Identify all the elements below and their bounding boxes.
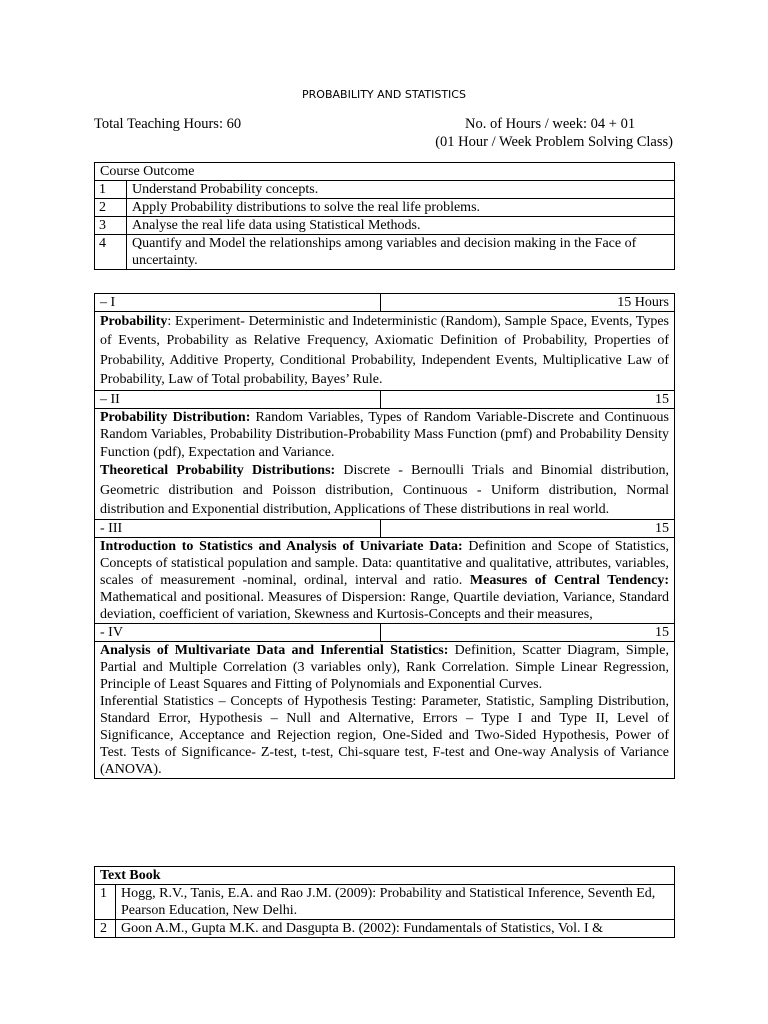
topic-heading: Analysis of Multivariate Data and Inferential Statistics: [100, 643, 449, 659]
topic-text: Inferential Statistics – Concepts of Hypothesis Testing: Parameter, Statistic, Sampling Distribution, Standard Error, Hypothesis – Null and Alternative, Errors – Type I and Type II, Level of Significance, Acceptance and Rejection region, One-Sided and Two-Sided Hypothesis, Power of Test. Tests of Significance- Z-test, t-test, Chi-square test, F-test and One-way Analysis of Variance (ANOVA). [100, 694, 669, 778]
book-number: 1 [95, 885, 116, 920]
problem-solving-note: (01 Hour / Week Problem Solving Class) [435, 134, 673, 150]
unit-header-row [95, 520, 675, 538]
topic-heading: Probability Distribution: [100, 409, 251, 425]
text-book-header [95, 867, 675, 885]
unit-hours: 15 [381, 520, 675, 538]
unit-hours: 15 [381, 624, 675, 642]
table-row [95, 235, 675, 270]
unit-label: - IV [95, 624, 381, 642]
outcome-text: Analyse the real life data using Statistical Methods. [127, 217, 675, 235]
text-book-table [94, 866, 675, 938]
unit-description [95, 538, 675, 624]
unit-header-row [95, 390, 675, 408]
book-number: 2 [95, 920, 116, 938]
unit-content-row [95, 538, 675, 624]
unit-paragraph [100, 461, 669, 519]
outcome-text: Quantify and Model the relationships among variables and decision making in the Face of uncertainty. [127, 235, 675, 270]
topic-text: Definition, Scatter Diagram, Simple, Partial and Multiple Correlation (3 variables only), Rank Correlation. Simple Linear Regression, Principle of Least Squares and Fitting of Polynomials and Exponential Curves. [100, 643, 670, 693]
outcome-text: Understand Probability concepts. [127, 181, 675, 199]
unit-hours: 15 [381, 390, 675, 408]
unit-content-row [95, 408, 675, 520]
book-reference: Goon A.M., Gupta M.K. and Dasgupta B. (2002): Fundamentals of Statistics, Vol. I & [116, 920, 675, 938]
page-title: PROBABILITY AND STATISTICS [302, 88, 466, 101]
unit-header-row [95, 624, 675, 642]
topic-heading: Probability [100, 314, 168, 329]
topic-text: Random Variables, Types of Random Variable-Discrete and Continuous Random Variables, Probability Distribution-Probability Mass Function (pmf) and Probability Density Function (pdf), Expectation and Variance. [100, 409, 670, 460]
unit-label: – II [95, 390, 381, 408]
table-row [95, 181, 675, 199]
unit-label: - III [95, 520, 381, 538]
unit-paragraph [100, 642, 669, 693]
unit-hours: 15 Hours [381, 294, 675, 312]
unit-description [95, 408, 675, 520]
table-row [95, 217, 675, 235]
outcome-number: 4 [95, 235, 127, 270]
topic-heading: Measures of Central Tendency: [469, 573, 669, 589]
unit-paragraph [100, 538, 669, 623]
unit-label: – I [95, 294, 381, 312]
outcome-number: 1 [95, 181, 127, 199]
text-book-header-label: Text Book [100, 868, 161, 883]
total-teaching-hours: Total Teaching Hours: 60 [94, 116, 242, 132]
topic-text: Mathematical and positional. Measures of Dispersion: Range, Quartile deviation, Variance, Standard deviation, coefficient of variation, Skewness and Kurtosis-Concepts and their measures, [100, 590, 669, 623]
unit-description [95, 642, 675, 779]
unit-description [95, 312, 675, 391]
syllabus-units-table [94, 293, 675, 779]
table-row [95, 199, 675, 217]
unit-paragraph [100, 693, 669, 778]
table-row [95, 885, 675, 920]
topic-text: : Experiment- Deterministic and Indeterministic (Random), Sample Space, Events, Types of Events, Probability as Relative Frequency, Axiomatic Definition of Probability, Properties of Probability, Additive Property, Conditional Probability, Independent Events, Multiplicative Law of Probability, Law of Total probability, Bayes’ Rule. [100, 314, 669, 388]
unit-paragraph [100, 312, 669, 390]
topic-text: Definition and Scope of Statistics, Concepts of statistical population and sample. Data: quantitative and qualitative, attributes, variables, scales of measurement -nominal, ordinal, interval and ratio. [100, 539, 669, 589]
topic-heading: Introduction to Statistics and Analysis of Univariate Data: [100, 539, 463, 555]
hours-per-week: No. of Hours / week: 04 + 01 [465, 116, 636, 132]
topic-text: Discrete - Bernoulli Trials and Binomial distribution, Geometric distribution and Poisson distribution, Continuous - Uniform distribution, Normal distribution and Exponential distribution, Applications of These distributions in real world. [100, 463, 669, 517]
outcome-number: 3 [95, 217, 127, 235]
outcome-text: Apply Probability distributions to solve the real life problems. [127, 199, 675, 217]
course-outcome-header: Course Outcome [95, 163, 675, 181]
topic-heading: Theoretical Probability Distributions: [100, 463, 336, 479]
unit-content-row [95, 312, 675, 391]
book-reference: Hogg, R.V., Tanis, E.A. and Rao J.M. (2009): Probability and Statistical Inference, Seventh Ed, Pearson Education, New Delhi. [116, 885, 675, 920]
table-row [95, 920, 675, 938]
course-outcome-table [94, 162, 675, 270]
unit-header-row [95, 294, 675, 312]
unit-paragraph [100, 409, 669, 462]
unit-content-row [95, 642, 675, 779]
outcome-number: 2 [95, 199, 127, 217]
